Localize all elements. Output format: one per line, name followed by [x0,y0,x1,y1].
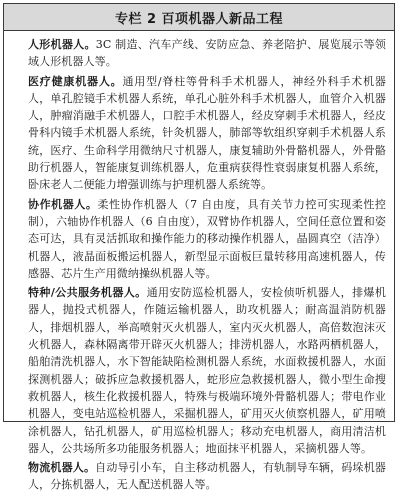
section-body: 通用型/脊柱等骨科手术机器人，神经外科手术机器人，单孔腔镜手术机器人系统，单孔心脏外科手术机器人，血管介入机器人，肿瘤消融手术机器人，口腔手术机器人，经皮穿刺手术机器人，经皮骨科内镜手术机器人系统，针灸机器人，肺部等软组织穿刺手术机器人系统，医疗、生命科学用微纳尺寸机器人，康复辅助外骨骼机器人，外骨骼助行机器人，智能康复训练机器人，危重病获得性衰弱康复机器人系统，卧床老人二便能力增强训练与护理机器人系统等。 [28,74,386,192]
section-heading: 医疗健康机器人。 [28,74,123,88]
section-logistics [12,459,386,494]
section-heading: 人形机器人。 [28,38,96,51]
section-special-service [12,284,386,457]
section-humanoid [12,36,386,71]
section-body: 通用安防巡检机器人，安检侦听机器人，排爆机器人，抛投式机器人，作随运输机器人，助攻机器人；耐高温消防机器人，排烟机器人，举高喷射灭火机器人，室内灭火机器人，高倍数泡沫灭火机器人，森林隔离带开辟灭火机器人；排涝机器人，水路两栖机器人，船舶清洗机器人，水下智能缺陷检测机器人系统，水面救援机器人，水面探测机器人；破拆应急救援机器人，蛇形应急救援机器人，微小型生命搜救机器人，核生化救援机器人，特殊与极端环境外骨骼机器人；带电作业机器人，变电站巡检机器人，采掘机器人，矿用灭火侦察机器人，矿用喷涂机器人，钻孔机器人，矿用巡检机器人；移动充电机器人，商用清洁机器人，公共场所多功能服务机器人；地面抹平机器人，采摘机器人等。 [28,286,386,455]
section-body: 柔性协作机器人（7 自由度，具有关节力控可实现柔性控制），六轴协作机器人（6 自由度），双臂协作机器人，空间任意位置和姿态可达，具有灵活抓取和操作能力的移动操作机器人，晶圆真空（洁净）机器人，液晶面板搬运机器人，新型显示面板巨量转移用高速机器人，传感器、芯片生产用微纳操纵机器人等。 [28,197,386,280]
box-title: 专栏 2 百项机器人新品工程 [4,4,394,31]
section-heading: 特种/公共服务机器人。 [28,286,147,300]
section-heading: 物流机器人。 [28,461,96,475]
feature-box [3,3,395,492]
section-medical [12,73,386,194]
section-collaborative [12,196,386,282]
section-heading: 协作机器人。 [28,197,98,211]
section-body: 自动导引小车，自主移动机器人，有轨制导车辆，码垛机器人，分拣机器人，无人配送机器人等。 [28,461,386,492]
box-content [4,31,394,494]
section-body: 3C 制造、汽车产线、安防应急、养老陪护、展览展示等领域人形机器人等。 [28,38,386,69]
